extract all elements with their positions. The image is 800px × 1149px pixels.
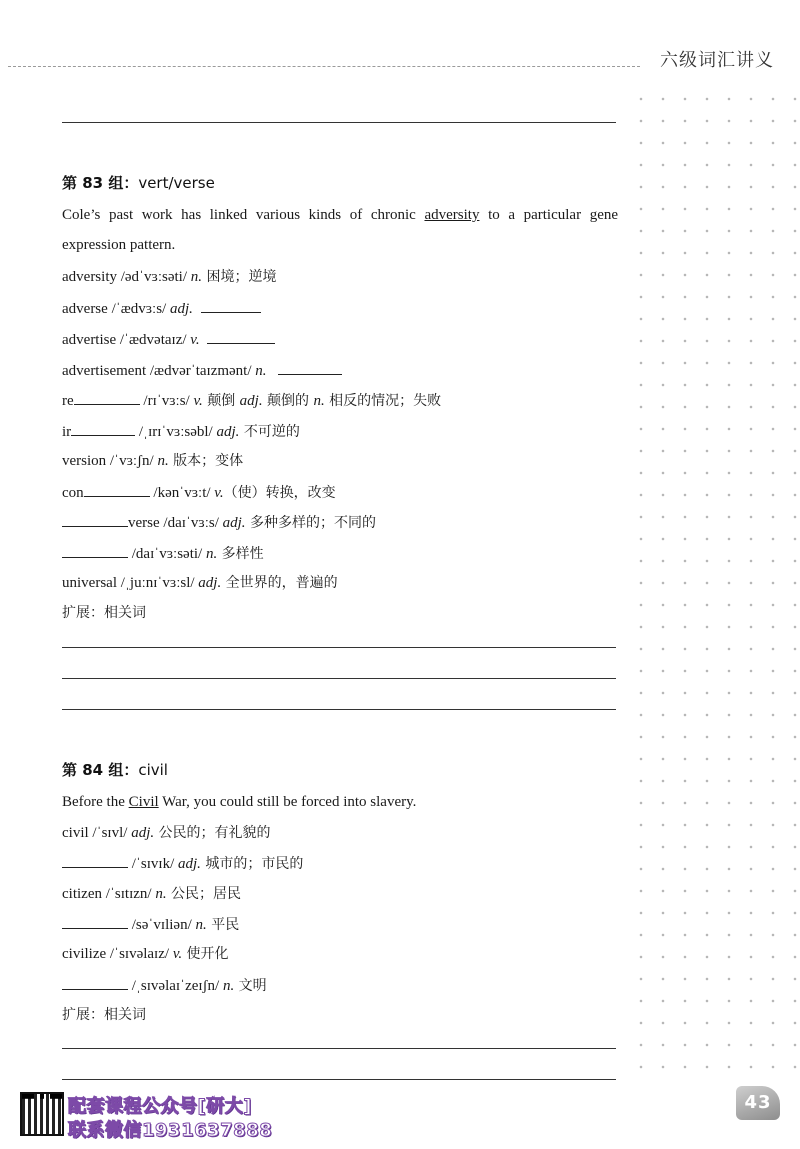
entry-pos: adj. — [178, 856, 201, 872]
entry-pos: n. — [205, 546, 218, 562]
entry-ipa: /ˈædvətaɪz/ — [116, 332, 191, 348]
fill-blank[interactable] — [84, 481, 150, 497]
sentence-keyword: adversity — [424, 207, 480, 223]
entry-citizen — [62, 883, 241, 905]
entry-word: re — [62, 393, 74, 409]
writing-line — [62, 122, 616, 123]
fill-blank[interactable] — [62, 974, 128, 990]
sentence-text: Before the — [62, 794, 129, 810]
entry-meaning: 多种多样的；不同的 — [245, 515, 376, 531]
entry-pos: adj. — [239, 393, 263, 409]
entry-word: con — [62, 485, 84, 501]
entry-ipa: /ˌsɪvəlaɪˈzeɪʃn/ — [128, 978, 223, 994]
promo-line-2: 联系微信1931637888 — [68, 1120, 273, 1141]
writing-line — [62, 647, 616, 648]
entry-meaning: 相反的情况；失败 — [324, 393, 442, 409]
writing-line — [62, 1079, 616, 1080]
fill-blank[interactable] — [62, 913, 128, 929]
fill-blank[interactable] — [71, 420, 135, 436]
entry-ipa: /daɪˈvɜːsəti/ — [128, 546, 206, 562]
entry-pos: n. — [195, 917, 207, 933]
entry-word: ir — [62, 424, 72, 440]
entry-meaning: 平民 — [206, 917, 240, 933]
writing-line — [62, 1048, 616, 1049]
entry-word: universal — [62, 575, 117, 591]
entry-universal — [62, 572, 338, 594]
entry-ipa: /ˈvɜːʃn/ — [106, 453, 158, 469]
writing-line — [62, 709, 616, 710]
entry-meaning: 版本；变体 — [168, 453, 244, 469]
entry-meaning: 城市的；市民的 — [200, 856, 304, 872]
entry-ipa: /rɪˈvɜːs/ — [139, 393, 194, 409]
entry-pos: v. — [190, 332, 200, 348]
entry-ipa: /ˈsɪvl/ — [88, 825, 132, 841]
entry-word: verse — [128, 515, 160, 531]
entry-meaning: 公民的；有礼貌的 — [154, 825, 271, 841]
entry-diverse — [62, 511, 376, 533]
entry-diversity — [62, 542, 264, 564]
entry-pos: v. — [214, 485, 224, 501]
promo-line-1: 配套课程公众号[研大] — [68, 1096, 252, 1117]
entry-pos: adj. — [216, 424, 240, 440]
entry-meaning: 公民；居民 — [166, 886, 242, 902]
entry-pos: v. — [172, 946, 183, 962]
fill-blank[interactable] — [207, 328, 275, 344]
fill-blank[interactable] — [74, 389, 140, 405]
group-83-sentence — [62, 200, 618, 260]
entry-ipa: /ˈædvɜːs/ — [107, 301, 170, 317]
fill-blank[interactable] — [62, 511, 128, 527]
group-83-root: vert/verse — [138, 174, 215, 192]
group-83-prefix: 第 83 组： — [62, 174, 139, 192]
entry-version — [62, 450, 243, 472]
entry-meaning: （使）转换，改变 — [223, 485, 336, 501]
entry-ipa: /ˌjuːnɪˈvɜːsl/ — [116, 575, 199, 591]
entry-word: adverse — [62, 301, 108, 317]
entry-word: adversity — [62, 269, 117, 285]
page-number: 43 — [736, 1086, 780, 1120]
extension-label: 扩展：相关词 — [62, 605, 146, 621]
entry-meaning: 多样性 — [217, 546, 264, 562]
entry-pos: adj. — [198, 575, 222, 591]
sentence-text: Cole’s past work has linked various kinds of chronic — [62, 207, 425, 223]
sentence-text: War, you could still be forced into slavery. — [158, 794, 417, 810]
entry-meaning: 全世界的，普遍的 — [221, 575, 338, 591]
entry-meaning: 文明 — [234, 978, 267, 994]
entry-word: advertise — [62, 332, 117, 348]
entry-ipa: /daɪˈvɜːs/ — [159, 515, 223, 531]
entry-pos: n. — [313, 393, 325, 409]
header-rule — [8, 66, 640, 67]
entry-ipa: /ædvərˈtaɪzmənt/ — [146, 363, 256, 379]
entry-word: version — [62, 453, 107, 469]
group-84-extension — [62, 1004, 146, 1026]
entry-ipa: /ˌɪrɪˈvɜːsəbl/ — [135, 424, 217, 440]
qr-code-icon — [20, 1092, 64, 1136]
header-title: 六级词汇讲义 — [660, 50, 774, 71]
group-84-title — [62, 759, 168, 780]
entry-civil — [62, 822, 271, 844]
entry-civilian — [62, 913, 239, 935]
entry-pos: v. — [193, 393, 203, 409]
entry-pos: adj. — [222, 515, 246, 531]
entry-pos: n. — [190, 269, 203, 285]
entry-adversity — [62, 266, 276, 288]
sentence-text: to a particular gene expression pattern. — [62, 207, 619, 253]
group-84-prefix: 第 84 组： — [62, 761, 139, 779]
group-84-sentence — [62, 787, 618, 817]
entry-ipa: /ˈsɪtɪzn/ — [101, 886, 156, 902]
entry-word: civil — [62, 825, 89, 841]
group-83-extension — [62, 602, 146, 624]
entry-word: citizen — [62, 886, 102, 902]
entry-pos: n. — [157, 453, 169, 469]
group-84-root: civil — [138, 761, 168, 779]
entry-pos: n. — [255, 363, 267, 379]
entry-word: civilize — [62, 946, 107, 962]
entry-reverse — [62, 389, 441, 411]
entry-advertise — [62, 328, 275, 350]
fill-blank[interactable] — [278, 359, 342, 375]
entry-ipa: /kənˈvɜːt/ — [149, 485, 215, 501]
entry-meaning: 颠倒 — [202, 393, 240, 409]
entry-convert — [62, 481, 336, 503]
entry-ipa: /ˈsɪvɪk/ — [128, 856, 179, 872]
fill-blank[interactable] — [201, 297, 261, 313]
entry-adverse — [62, 297, 261, 319]
entry-ipa: /ˈsɪvəlaɪz/ — [106, 946, 173, 962]
dot-grid-margin — [626, 84, 800, 1084]
entry-meaning: 困境；逆境 — [202, 269, 277, 285]
entry-civilization — [62, 974, 267, 996]
sentence-keyword: Civil — [128, 794, 159, 810]
fill-blank[interactable] — [62, 542, 128, 558]
writing-line — [62, 678, 616, 679]
entry-word: advertisement — [62, 363, 147, 379]
entry-irreversible — [62, 420, 300, 442]
entry-civic — [62, 852, 303, 874]
entry-meaning: 使开化 — [182, 946, 229, 962]
entry-pos: n. — [222, 978, 235, 994]
entry-pos: n. — [155, 886, 167, 902]
entry-civilize — [62, 943, 229, 965]
entry-meaning: 不可逆的 — [239, 424, 300, 440]
entry-pos: adj. — [131, 825, 155, 841]
entry-ipa: /ədˈvɜːsəti/ — [116, 269, 191, 285]
entry-advertisement — [62, 359, 342, 381]
entry-ipa: /səˈvɪliən/ — [128, 917, 196, 933]
group-83-title — [62, 172, 215, 193]
entry-meaning: 颠倒的 — [262, 393, 314, 409]
entry-pos: adj. — [169, 301, 193, 317]
extension-label: 扩展：相关词 — [62, 1007, 146, 1023]
fill-blank[interactable] — [62, 852, 128, 868]
